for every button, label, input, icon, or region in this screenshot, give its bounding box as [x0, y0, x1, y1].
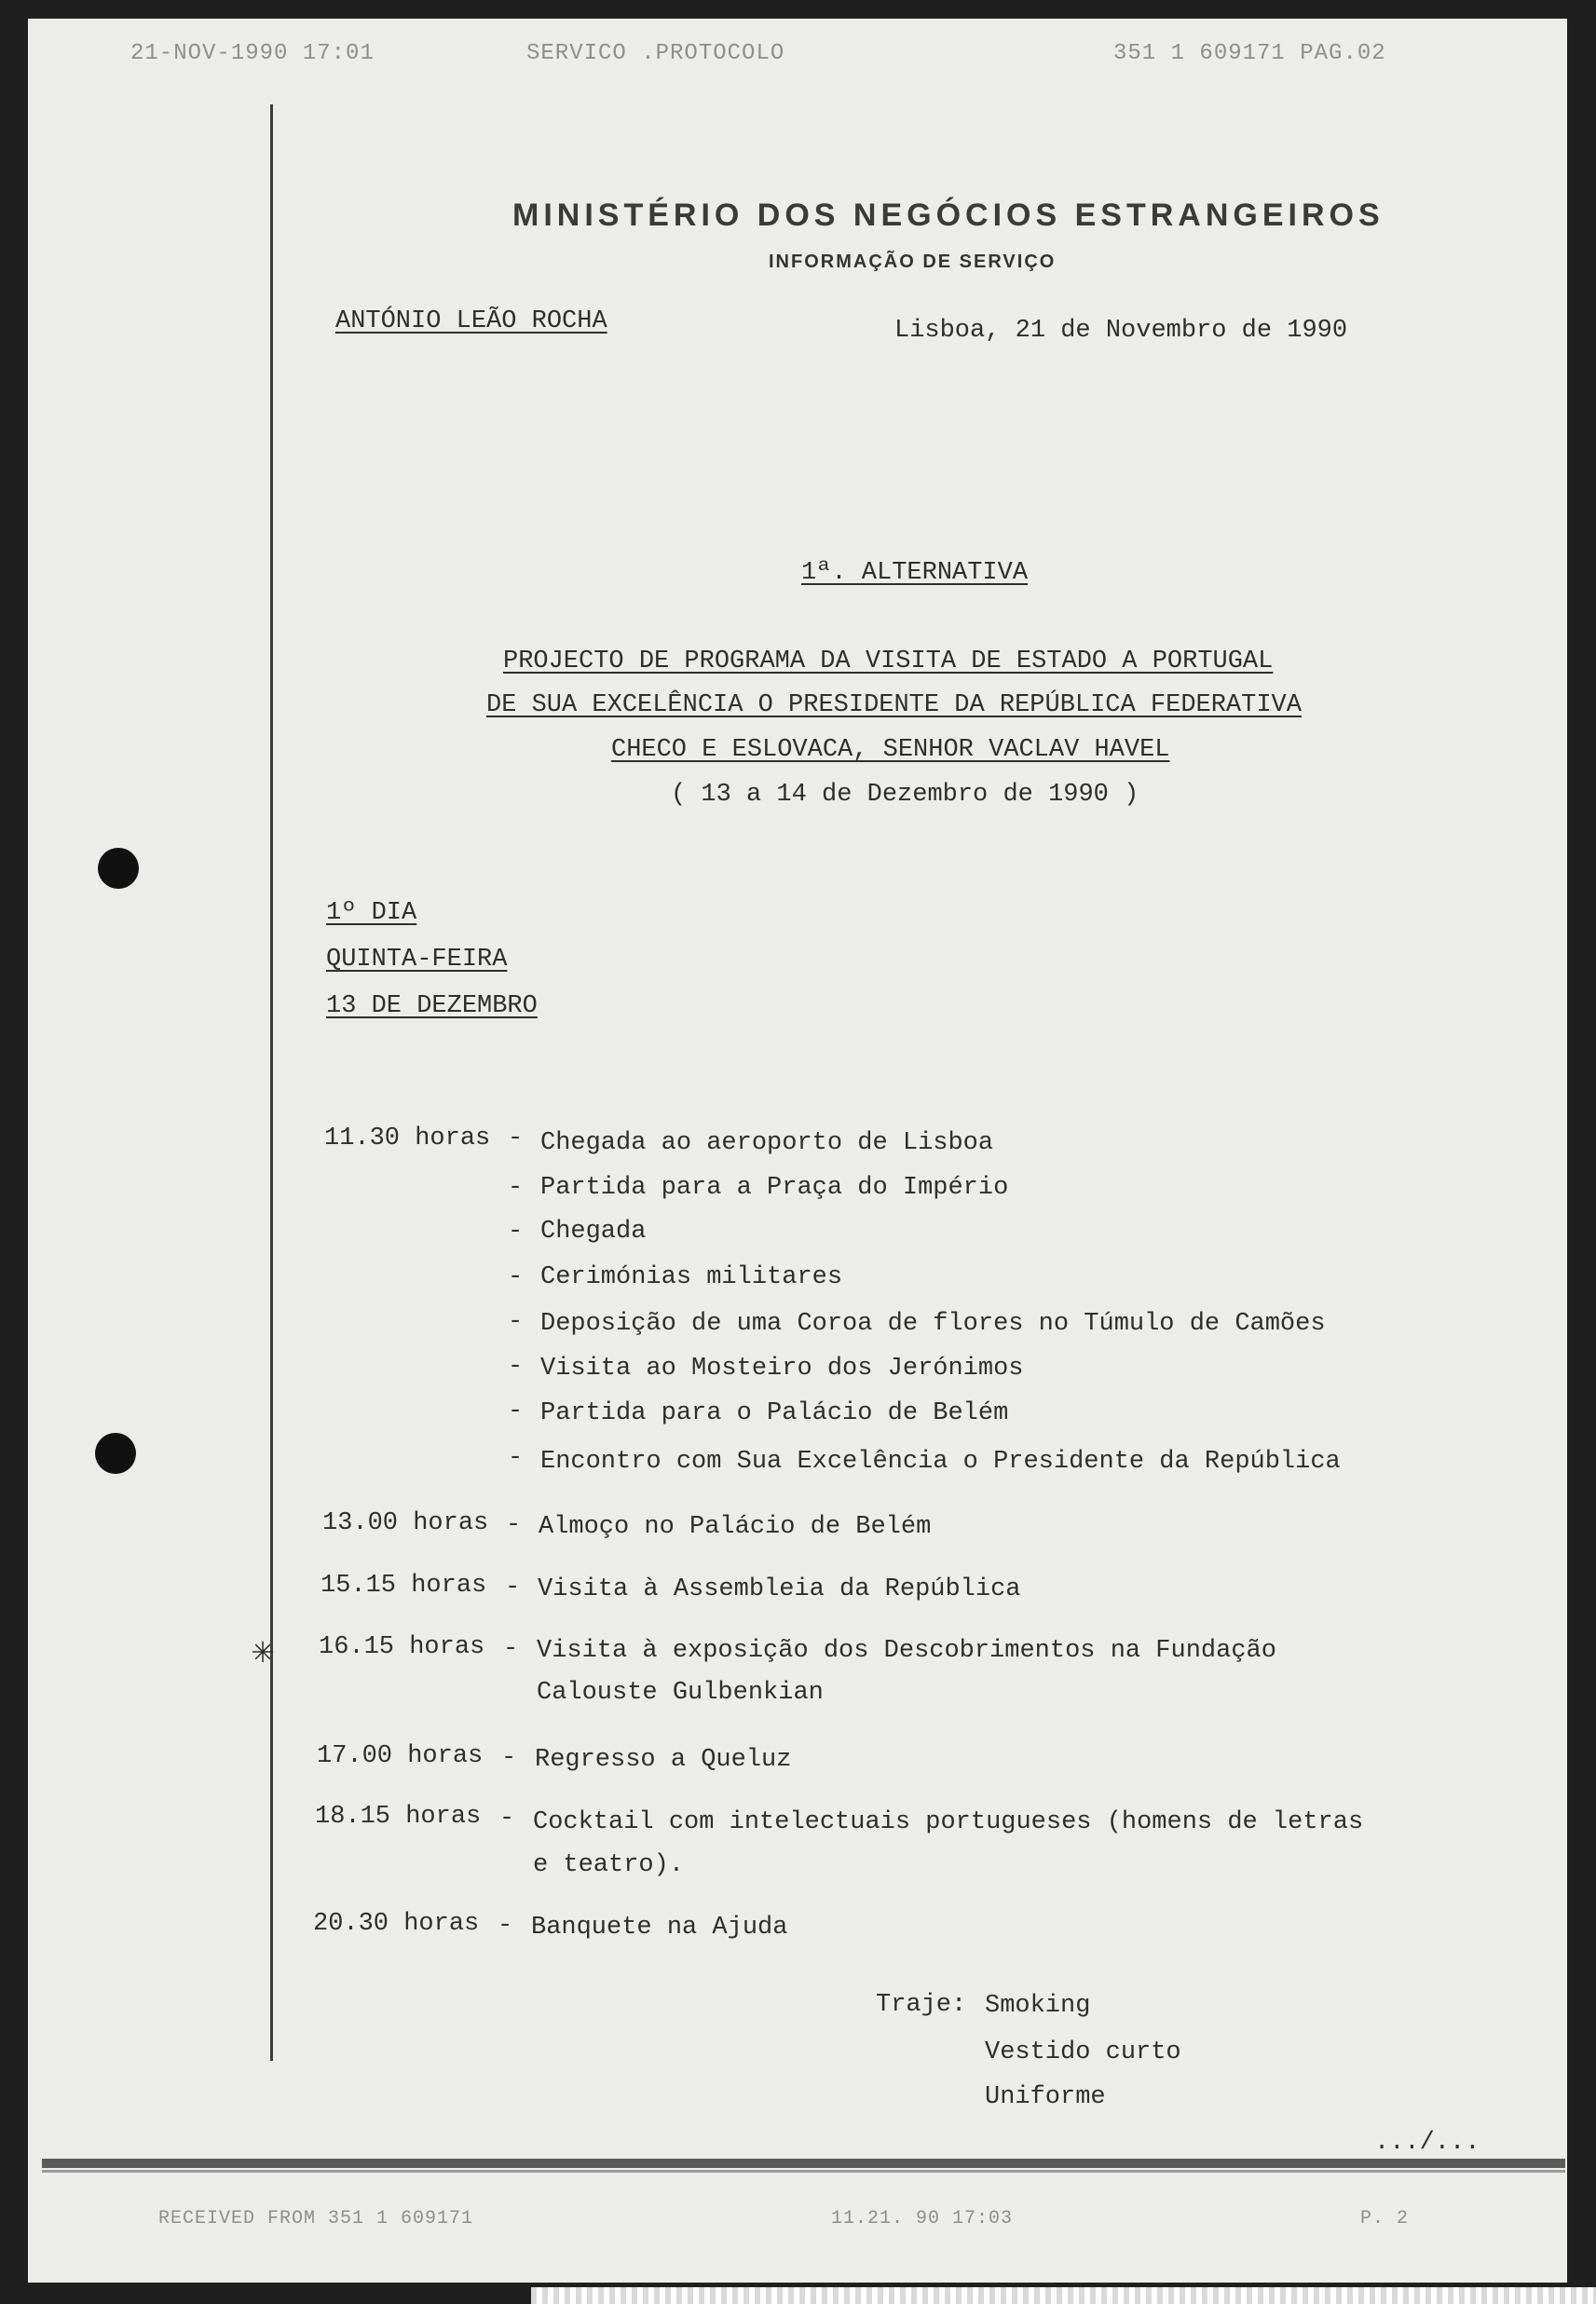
schedule-item: Partida para a Praça do Império [540, 1174, 1009, 1202]
schedule-item: Visita à Assembleia da República [538, 1575, 1021, 1603]
schedule-item: Partida para o Palácio de Belém [540, 1399, 1009, 1427]
dress-option: Uniforme [985, 2083, 1106, 2111]
dash: - [508, 1218, 524, 1246]
fax-footer-timestamp: 11.21. 90 17:03 [831, 2208, 1014, 2229]
dash: - [508, 1308, 524, 1336]
schedule-item: e teatro). [533, 1851, 685, 1879]
dash: - [505, 1574, 521, 1602]
schedule-time: 11.30 horas [324, 1125, 491, 1152]
schedule-item: Deposição de uma Coroa de flores no Túmulo de Camões [540, 1310, 1326, 1338]
dash: - [508, 1353, 524, 1381]
author-name: ANTÓNIO LEÃO ROCHA [335, 307, 607, 335]
dress-label: Traje: [876, 1991, 967, 2019]
schedule-item: Cocktail com intelectuais portugueses (homens de letras [533, 1808, 1364, 1836]
dash: - [508, 1444, 524, 1472]
schedule-item: Visita à exposição dos Descobrimentos na Fundação [537, 1637, 1276, 1665]
schedule-item: Chegada [540, 1218, 647, 1246]
fax-divider-thin [42, 2170, 1565, 2173]
dash: - [508, 1397, 524, 1425]
fax-footer-page: P. 2 [1360, 2208, 1410, 2229]
schedule-time: 17.00 horas [317, 1742, 484, 1770]
dress-option: Smoking [985, 1992, 1091, 2020]
schedule-item: Encontro com Sua Excelência o Presidente da República [540, 1448, 1341, 1476]
dash: - [503, 1635, 519, 1663]
service-subtitle: INFORMAÇÃO DE SERVIÇO [769, 252, 1057, 272]
schedule-item: Banquete na Ajuda [531, 1914, 788, 1942]
fax-divider [42, 2159, 1565, 2168]
schedule-time: 15.15 horas [321, 1572, 487, 1600]
day-weekday: QUINTA-FEIRA [326, 946, 508, 974]
schedule-item: Chegada ao aeroporto de Lisboa [540, 1129, 994, 1157]
schedule-item: Calouste Gulbenkian [537, 1679, 824, 1707]
asterisk-mark: ✳ [252, 1632, 275, 1674]
schedule-time: 13.00 horas [322, 1509, 489, 1537]
scan-edge-strip [531, 2287, 1596, 2304]
schedule-time: 18.15 horas [315, 1803, 482, 1831]
day-number: 1º DIA [326, 899, 417, 927]
dress-option: Vestido curto [985, 2038, 1181, 2066]
schedule-time: 20.30 horas [313, 1910, 480, 1938]
schedule-item: Visita ao Mosteiro dos Jerónimos [540, 1355, 1024, 1383]
dash: - [498, 1912, 513, 1940]
ministry-title: MINISTÉRIO DOS NEGÓCIOS ESTRANGEIROS [512, 198, 1385, 233]
schedule-item: Cerimónias militares [540, 1263, 843, 1291]
alternative-heading: 1ª. ALTERNATIVA [801, 559, 1029, 587]
fax-header-sender: SERVICO .PROTOCOLO [526, 41, 785, 66]
punch-hole-top [98, 848, 139, 889]
left-margin-line [270, 104, 273, 2061]
dash: - [501, 1744, 517, 1772]
schedule-item: Almoço no Palácio de Belém [539, 1513, 932, 1541]
dash: - [499, 1805, 515, 1833]
title-line-2: DE SUA EXCELÊNCIA O PRESIDENTE DA REPÚBLICA FEDERATIVA [486, 691, 1302, 719]
punch-hole-bottom [95, 1433, 136, 1474]
title-dates: ( 13 a 14 de Dezembro de 1990 ) [671, 781, 1139, 809]
dash: - [508, 1125, 524, 1152]
fax-footer-received: RECEIVED FROM 351 1 609171 [158, 2208, 474, 2229]
schedule-time: 16.15 horas [319, 1633, 485, 1661]
dash: - [508, 1174, 524, 1202]
title-line-1: PROJECTO DE PROGRAMA DA VISITA DE ESTADO A PORTUGAL [503, 648, 1274, 675]
document-page [28, 19, 1567, 2283]
continuation-mark: .../... [1374, 2129, 1480, 2157]
day-date: 13 DE DEZEMBRO [326, 992, 538, 1020]
dash: - [506, 1511, 522, 1539]
place-date: Lisboa, 21 de Novembro de 1990 [894, 317, 1348, 345]
schedule-item: Regresso a Queluz [535, 1746, 792, 1774]
dash: - [508, 1263, 524, 1291]
title-line-3: CHECO E ESLOVACA, SENHOR VACLAV HAVEL [611, 736, 1170, 764]
fax-header-datetime: 21-NOV-1990 17:01 [130, 41, 375, 66]
fax-header-number: 351 1 609171 PAG.02 [1113, 41, 1386, 66]
